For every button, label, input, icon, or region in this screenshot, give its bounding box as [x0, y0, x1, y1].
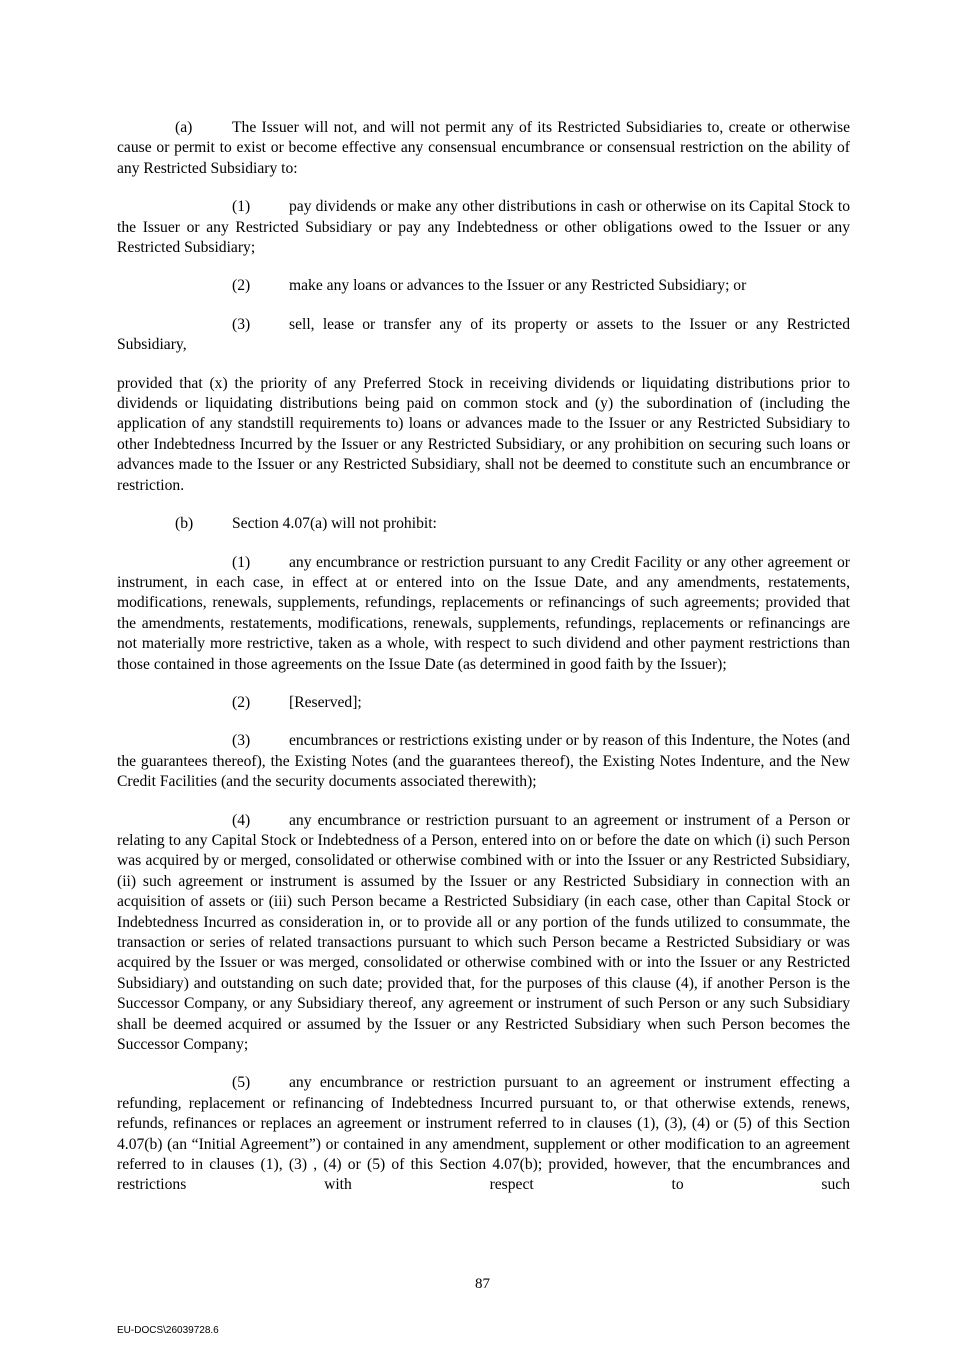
proviso-paragraph: provided that (x) the priority of any Preferred Stock in receiving dividends or liquidating distributions prior to dividends or liquidating distributions being paid on common stock and (y) the subordination of (including the application of any standstill requirements to) loans or advances made to the Issuer or any Restricted Subsidiary to other Indebtedness Incurred by the Issuer or any Restricted Subsidiary, or any prohibition on securing such loans or advances made to the Issuer or any Restricted Subsidiary, shall not be deemed to constitute such an encumbrance or restriction. — [117, 374, 850, 494]
clause-text: encumbrances or restrictions existing under or by reason of this Indenture, the Notes (and the guarantees thereof), the Existing Notes (and the guarantees thereof), the Existing Notes Indenture, and the New Credit Facilities (and the security documents associated therewith); — [117, 732, 850, 791]
clause-b3 — [117, 731, 850, 792]
clause-b1 — [117, 553, 850, 675]
clause-number: (3) — [232, 732, 251, 750]
clause-text: sell, lease or transfer any of its property or assets to the Issuer or any Restricted — [289, 315, 850, 333]
page-number: 87 — [475, 1276, 490, 1292]
clause-text: any encumbrance or restriction pursuant to an agreement or instrument of a Person or relating to any Capital Stock or Indebtedness of a Person, entered into on or before the date on which (i) such Person was acquired by or merged, consolidated or otherwise combined with or into the Issuer or any Restricted Subsidiary, (ii) such agreement or instrument is assumed by the Issuer or any Restricted Subsidiary in connection with an acquisition of assets or (iii) such Person became a Restricted Subsidiary (in each case, other than Capital Stock or Indebtedness Incurred as consideration in, or to provide all or any portion of the funds utilized to consummate, the transaction or series of related transactions pursuant to which such Person became a Restricted Subsidiary or was acquired by the Issuer or was merged, consolidated or otherwise combined with or into the Issuer or any Restricted Subsidiary) and outstanding on such date; provided that, for the purposes of this clause (4), if another Person is the Successor Company, or any Subsidiary thereof, any agreement or instrument of such Person or any such Subsidiary shall be deemed acquired or assumed by the Issuer or any Restricted Subsidiary when such Person becomes the Successor Company; — [117, 811, 850, 1054]
paragraph-text: The Issuer will not, and will not permit any of its Restricted Subsidiaries to, create or otherwise cause or permit to exist or become effective any consensual encumbrance or consensual restriction on the ability of any Restricted Subsidiary to: — [117, 119, 850, 177]
document-id: EU-DOCS\26039728.6 — [117, 1325, 219, 1336]
paragraph-number: (b) — [175, 515, 194, 533]
clause-number: (1) — [232, 198, 251, 216]
paragraph-a — [117, 118, 850, 179]
clause-text: pay dividends or make any other distributions in cash or otherwise on its Capital Stock to the Issuer or any Restricted Subsidiary or pay any Indebtedness or other obligations owed to the Issuer or any Restricted Subsidiary; — [117, 198, 850, 257]
clause-text: [Reserved]; — [289, 693, 362, 711]
paragraph-number: (a) — [175, 119, 193, 136]
clause-text: any encumbrance or restriction pursuant to an agreement or instrument effecting a refunding, replacement or refinancing of Indebtedness Incurred pursuant to, or that otherwise extends, renews, refunds, refinances or replaces an agreement or instrument referred to in clauses (1), (3), (4) or (5) of this Section 4.07(b) (an “Initial Agreement”) or contained in any amendment, supplement or other modification to an agreement referred to in clauses (1), (3) , (4) or (5) of this Section 4.07(b); provided, however, that the encumbrances and restrictions with respect to such — [117, 1074, 850, 1194]
clause-a2 — [117, 276, 850, 296]
clause-number: (2) — [232, 693, 251, 711]
clause-number: (1) — [232, 553, 251, 571]
clause-b2 — [117, 693, 850, 713]
clause-number: (2) — [232, 277, 251, 295]
paragraph-text: Section 4.07(a) will not prohibit: — [232, 515, 437, 533]
clause-number: (3) — [232, 315, 251, 333]
clause-number: (5) — [232, 1074, 251, 1092]
clause-text: any encumbrance or restriction pursuant to any Credit Facility or any other agreement or instrument, in each case, in effect at or entered into on the Issue Date, and any amendments, restatements, modifications, renewals, supplements, refundings, replacements or refinancings of such agreements; provided that the amendments, restatements, modifications, renewals, supplements, refundings, replacements or refinancings are not materially more restrictive, taken as a whole, with respect to such dividend and other payment restrictions than those contained in those agreements on the Issue Date (as determined in good faith by the Issuer); — [117, 553, 850, 673]
clause-a1 — [117, 197, 850, 258]
clause-a3 — [117, 315, 850, 356]
document-body — [117, 118, 850, 1214]
clause-continuation: Subsidiary, — [117, 336, 187, 354]
clause-b4 — [117, 811, 850, 1056]
clause-b5 — [117, 1073, 850, 1195]
clause-number: (4) — [232, 811, 251, 829]
paragraph-b — [117, 514, 850, 534]
clause-text: make any loans or advances to the Issuer or any Restricted Subsidiary; or — [289, 277, 747, 295]
